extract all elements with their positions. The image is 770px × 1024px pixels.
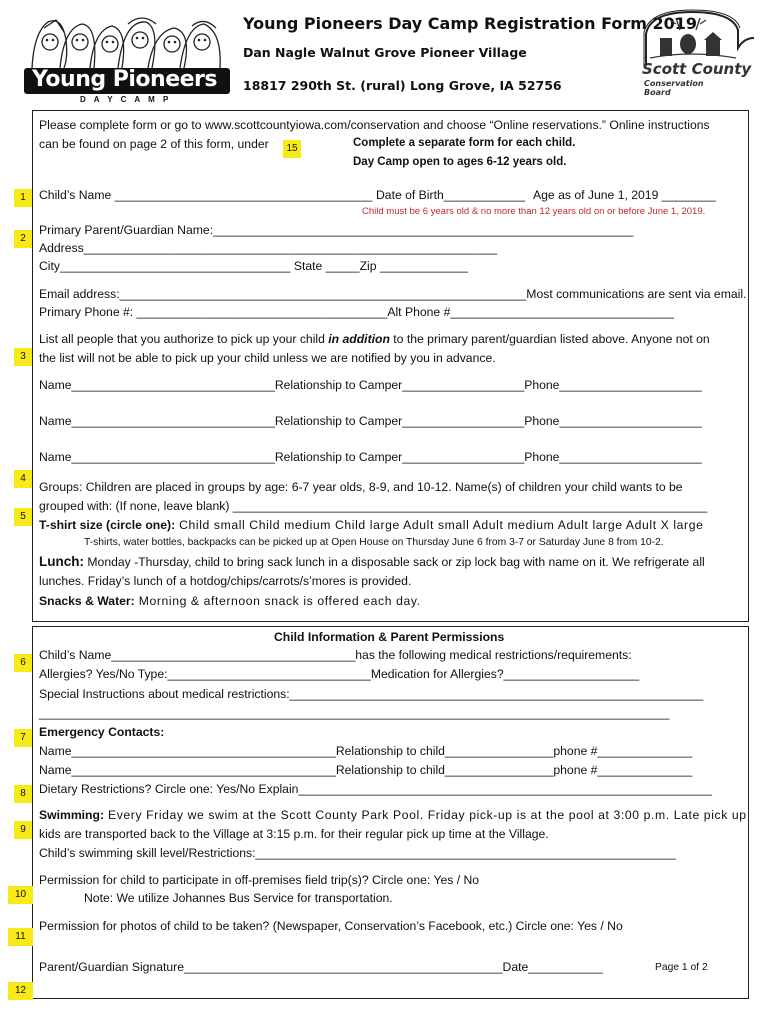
pickup-text-a: List all people that you authorize to pick up your child: [39, 332, 329, 346]
lunch-line-2: lunches. Friday’s lunch of a hotdog/chips/carrots/s’mores is provided.: [39, 574, 412, 588]
groups-line-1: Groups: Children are placed in groups by age: 6-7 year olds, 8-9, and 10-12. Name(s) of children your child wants to be: [39, 480, 683, 494]
primary-parent-field[interactable]: Primary Parent/Guardian Name:______________________________________________________________: [39, 223, 634, 237]
phone-field[interactable]: Primary Phone #: _____________________________________Alt Phone #_________________________________: [39, 305, 675, 319]
pickup-row-2[interactable]: Name______________________________Relationship to Camper__________________Phone_____________________: [39, 414, 702, 428]
badge-1: 1: [14, 189, 32, 207]
lunch-line-1: [39, 554, 705, 569]
badge-3: 3: [14, 348, 32, 366]
emergency-contact-1[interactable]: Name_______________________________________Relationship to child________________phone #______________: [39, 744, 693, 758]
badge-9: 9: [14, 821, 32, 839]
young-pioneers-logo: [24, 10, 230, 102]
separate-form-note: Complete a separate form for each child.: [353, 137, 576, 149]
field-trip-permission[interactable]: Permission for child to participate in off-premises field trip(s)? Circle one: Yes / No: [39, 873, 480, 887]
scott-county-text: Scott County: [642, 60, 752, 78]
conservation-board-text: Conservation Board: [644, 79, 704, 97]
special-instructions-line-2[interactable]: _____________________________________________________________________________________________: [39, 706, 670, 720]
pickup-instructions-2: the list will not be able to pick up your child unless we are notified by you in advance.: [39, 351, 496, 365]
lunch-text: Monday -Thursday, child to bring sack lunch in a disposable sack or zip lock bag with name on it. We refrigerate all: [84, 555, 705, 569]
address-field[interactable]: Address_____________________________________________________________: [39, 241, 498, 255]
badge-15: 15: [283, 140, 301, 158]
pickup-row-3[interactable]: Name______________________________Relationship to Camper__________________Phone_____________________: [39, 450, 702, 464]
swimming-line-1: [39, 808, 747, 822]
photo-permission[interactable]: Permission for photos of child to be taken? (Newspaper, Conservation’s Facebook, etc.) Circle one: Yes / No: [39, 919, 623, 933]
dietary-restrictions-field[interactable]: Dietary Restrictions? Circle one: Yes/No Explain_____________________________________________________________: [39, 782, 712, 796]
email-field[interactable]: Email address:____________________________________________________________Most communications are sent via email.: [39, 287, 747, 301]
venue-name: Dan Nagle Walnut Grove Pioneer Village: [243, 45, 527, 60]
date-of-birth-field[interactable]: Date of Birth____________: [376, 188, 526, 202]
snacks-line: [39, 594, 421, 608]
city-state-zip-field[interactable]: City__________________________________ State _____Zip _____________: [39, 259, 468, 273]
bus-service-note: Note: We utilize Johannes Bus Service for transportation.: [84, 891, 393, 905]
badge-2: 2: [14, 230, 32, 248]
child-name-field[interactable]: Child’s Name ______________________________________: [39, 188, 373, 202]
signature-field[interactable]: Parent/Guardian Signature_______________________________________________Date___________: [39, 960, 603, 974]
intro-line-2: can be found on page 2 of this form, under: [39, 137, 269, 151]
emergency-contact-2[interactable]: Name_______________________________________Relationship to child________________phone #______________: [39, 763, 693, 777]
page-number: Page 1 of 2: [655, 962, 708, 973]
snacks-label: Snacks & Water:: [39, 594, 135, 608]
special-instructions-field[interactable]: Special Instructions about medical restrictions:_____________________________________________________________: [39, 687, 704, 701]
snacks-text: Morning & afternoon snack is offered each day.: [134, 594, 421, 608]
age-requirement-note: Child must be 6 years old & no more than 12 years old on or before June 1, 2019.: [362, 206, 706, 217]
swimming-label: Swimming:: [39, 808, 105, 822]
tshirt-options[interactable]: Child small Child medium Child large Adult small Adult medium Adult large Adult X large: [175, 518, 704, 532]
badge-5: 5: [14, 508, 32, 526]
badge-6: 6: [14, 654, 32, 672]
badge-8: 8: [14, 785, 32, 803]
form-title: Young Pioneers Day Camp Registration Form 2019: [243, 14, 698, 33]
groups-line-2[interactable]: grouped with: (If none, leave blank) ______________________________________________________________________: [39, 499, 708, 513]
tshirt-pickup-note: T-shirts, water bottles, backpacks can be picked up at Open House on Thursday June 6 from 3-7 or Saturday June 8 from 10-2.: [84, 537, 664, 548]
logo-sub-text: D A Y C A M P: [80, 95, 172, 104]
ages-note: Day Camp open to ages 6-12 years old.: [353, 156, 567, 168]
badge-12: 12: [8, 982, 33, 1000]
pickup-text-b: to the primary parent/guardian listed above. Anyone not on: [389, 332, 710, 346]
badge-10: 10: [8, 886, 33, 904]
intro-line-1: Please complete form or go to www.scottcountyiowa.com/conservation and choose “Online reservations.” Online instructions: [39, 118, 710, 132]
badge-7: 7: [14, 729, 32, 747]
swimming-line-2: kids are transported back to the Village at 3:15 p.m. for their regular pick up time at the Village.: [39, 827, 549, 841]
allergies-field[interactable]: Allergies? Yes/No Type:______________________________Medication for Allergies?____________________: [39, 667, 640, 681]
age-field[interactable]: Age as of June 1, 2019 ________: [533, 188, 716, 202]
logo-main-text: Young Pioneers: [32, 67, 217, 92]
tshirt-label: T-shirt size (circle one):: [39, 518, 176, 532]
logo-illustration: [24, 10, 230, 74]
conservation-board-emblem: [640, 8, 758, 68]
medical-child-name-field[interactable]: Child’s Name____________________________________has the following medical restrictions/requirements:: [39, 648, 632, 662]
badge-11: 11: [8, 928, 33, 946]
tshirt-size-row[interactable]: [39, 518, 703, 532]
badge-4: 4: [14, 470, 32, 488]
section-2-title: Child Information & Parent Permissions: [274, 630, 505, 644]
emergency-contacts-heading: Emergency Contacts:: [39, 725, 165, 739]
swimming-text: Every Friday we swim at the Scott County Park Pool. Friday pick-up is at the pool at 3:00 p.m. Late pick up: [104, 808, 747, 822]
scott-county-logo: [640, 8, 758, 102]
pickup-emphasis: in addition: [328, 332, 390, 346]
pickup-row-1[interactable]: Name______________________________Relationship to Camper__________________Phone_____________________: [39, 378, 702, 392]
lunch-label: Lunch:: [39, 554, 84, 569]
swimming-skill-field[interactable]: Child’s swimming skill level/Restrictions:______________________________________________________________: [39, 846, 676, 860]
venue-address: 18817 290th St. (rural) Long Grove, IA 52756: [243, 78, 562, 93]
pickup-instructions-1: [39, 332, 710, 346]
